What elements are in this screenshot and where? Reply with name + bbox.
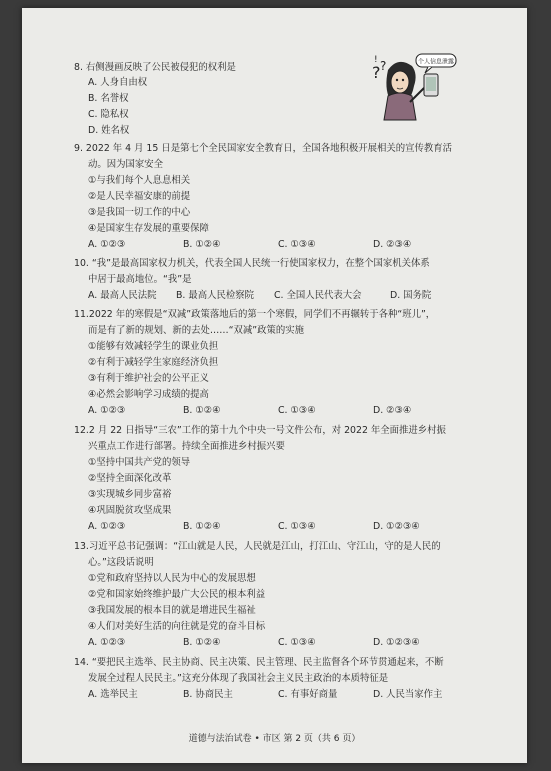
cartoon-sign-text: 个人信息泄露 [417, 58, 455, 66]
svg-text:?: ? [380, 59, 387, 73]
q8-option-c: C. 隐私权 [88, 109, 129, 120]
q14-option-b: B. 协商民主 [183, 689, 233, 700]
q11-option-a: A. ①②③ [88, 405, 126, 416]
q13-options [88, 636, 468, 650]
q9-item-3: ③是我国一切工作的中心 [88, 207, 191, 218]
q13-item-2: ②党和国家始终维护最广大公民的根本利益 [88, 589, 266, 600]
q8-option-b: B. 名誉权 [88, 93, 129, 104]
q11-item-4: ④必然会影响学习成绩的提高 [88, 389, 209, 400]
q13-item-1: ①党和政府坚持以人民为中心的发展思想 [88, 573, 256, 584]
exam-page [22, 8, 527, 763]
q11-option-d: D. ②③④ [373, 405, 412, 416]
q12-option-a: A. ①②③ [88, 521, 126, 532]
q12-stem-line2: 兴重点工作进行部署。持续全面推进乡村振兴要 [88, 441, 285, 452]
q8-option-a: A. 人身自由权 [88, 77, 148, 88]
q14-stem-line2: 发展全过程人民民主。”这充分体现了我国社会主义民主政治的本质特征是 [88, 673, 389, 684]
q12-stem-line1: 12.2 月 22 日指导“三农”工作的第十九个中央一号文件公布，对 2022 年全面推进乡村振 [74, 425, 446, 436]
q10-option-c: C. 全国人民代表大会 [274, 290, 362, 301]
q12-options [88, 520, 468, 534]
q9-option-d: D. ②③④ [373, 239, 412, 250]
q14-option-c: C. 有事好商量 [278, 689, 338, 700]
q11-item-1: ①能够有效减轻学生的课业负担 [88, 341, 219, 352]
q8-stem: 8. 右侧漫画反映了公民被侵犯的权利是 [74, 62, 236, 73]
q12-option-c: C. ①③④ [278, 521, 316, 532]
q12-item-1: ①坚持中国共产党的领导 [88, 457, 191, 468]
q14-stem-line1: 14. “要把民主选举、民主协商、民主决策、民主管理、民主监督各个环节贯通起来，不断 [74, 657, 444, 668]
cartoon-woman-icon [370, 48, 458, 128]
q11-option-c: C. ①③④ [278, 405, 316, 416]
q12-item-3: ③实现城乡同步富裕 [88, 489, 172, 500]
q9-item-4: ④是国家生存发展的重要保障 [88, 223, 209, 234]
q9-option-b: B. ①②④ [183, 239, 221, 250]
q11-stem-line2: 而是有了新的规划、新的去处……“双减”政策的实施 [88, 325, 304, 336]
page-footer: 道德与法治试卷 • 市区 第 2 页（共 6 页） [188, 734, 361, 744]
q12-item-4: ④巩固脱贫攻坚成果 [88, 505, 172, 516]
q13-option-a: A. ①②③ [88, 637, 126, 648]
q14-option-a: A. 选举民主 [88, 689, 138, 700]
q11-item-3: ③有利于维护社会的公平正义 [88, 373, 209, 384]
q9-item-2: ②是人民幸福安康的前提 [88, 191, 191, 202]
q11-stem-line1: 11.2022 年的寒假是“双减”政策落地后的第一个寒假，同学们不再辗转于各种“班儿”， [74, 309, 436, 320]
q8-option-d: D. 姓名权 [88, 125, 130, 136]
q10-options [88, 289, 488, 303]
q12-item-2: ②坚持全面深化改革 [88, 473, 172, 484]
q10-stem-line2: 中居于最高地位。“我”是 [88, 274, 192, 285]
q14-options [88, 688, 488, 702]
q11-item-2: ②有利于减轻学生家庭经济负担 [88, 357, 219, 368]
q11-options [88, 404, 468, 418]
q13-item-4: ④人们对美好生活的向往就是党的奋斗目标 [88, 621, 266, 632]
q13-stem-line1: 13.习近平总书记强调：“江山就是人民，人民就是江山，打江山、守江山，守的是人民的 [74, 541, 441, 552]
q13-item-3: ③我国发展的根本目的就是增进民生福祉 [88, 605, 256, 616]
q9-item-1: ①与我们每个人息息相关 [88, 175, 191, 186]
q11-option-b: B. ①②④ [183, 405, 221, 416]
q12-option-b: B. ①②④ [183, 521, 221, 532]
q9-options [88, 238, 468, 252]
q9-option-a: A. ①②③ [88, 239, 126, 250]
q10-option-d: D. 国务院 [390, 290, 432, 301]
q8-cartoon [370, 48, 458, 128]
q13-stem-line2: 心。”这段话说明 [88, 557, 154, 568]
q10-option-b: B. 最高人民检察院 [176, 290, 255, 301]
q12-option-d: D. ①②③④ [373, 521, 420, 532]
q9-option-c: C. ①③④ [278, 239, 316, 250]
svg-text:?: ? [372, 63, 381, 82]
q14-option-d: D. 人民当家作主 [373, 689, 443, 700]
q10-stem-line1: 10. “我”是最高国家权力机关，代表全国人民统一行使国家权力，在整个国家机关体系 [74, 258, 430, 269]
svg-text:!: ! [374, 55, 378, 65]
q13-option-c: C. ①③④ [278, 637, 316, 648]
q9-stem-line2: 动。因为国家安全 [88, 159, 164, 170]
q13-option-b: B. ①②④ [183, 637, 221, 648]
q10-option-a: A. 最高人民法院 [88, 290, 157, 301]
exam-paper [22, 8, 527, 763]
q9-stem-line1: 9. 2022 年 4 月 15 日是第七个全民国家安全教育日，全国各地积极开展相关的宣传教育活 [74, 143, 452, 154]
q13-option-d: D. ①②③④ [373, 637, 420, 648]
